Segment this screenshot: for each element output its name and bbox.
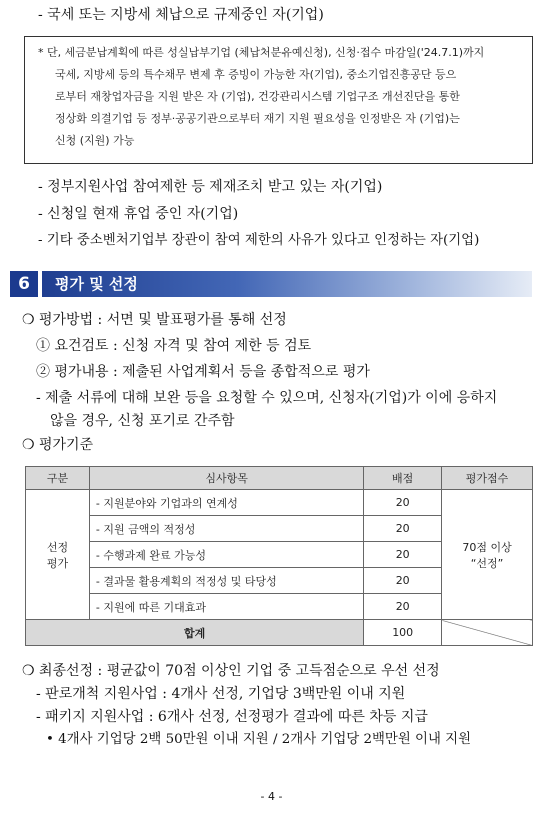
note-line-2: 국세, 지방세 등의 특수채무 변제 후 증빙이 가능한 자(기업), 중소기업진흥공단 등으 (55, 68, 457, 81)
threshold-cell (442, 490, 533, 620)
group-label-line-1: 선정 (46, 540, 69, 554)
criteria-points: 20 (364, 568, 442, 594)
header-points: 배점 (364, 467, 442, 490)
note-line-3: 로부터 재창업자금을 지원 받은 자 (기업), 건강관리시스템 기업구조 개선진단을 통한 (55, 90, 460, 103)
total-points: 100 (364, 620, 442, 646)
section-title: 평가 및 선정 (55, 275, 138, 293)
threshold-line-1: 70점 이상 (462, 540, 512, 554)
method-sub-1: ① 요건검토 : 신청 자격 및 참여 제한 등 검토 (36, 338, 312, 354)
criteria-table (25, 466, 533, 646)
criteria-item: - 지원 금액의 적정성 (89, 516, 363, 542)
header-score: 평가점수 (442, 467, 533, 490)
diagonal-cell (442, 620, 533, 646)
final-line-3: - 패키지 지원사업 : 6개사 선정, 선정평가 결과에 따른 차등 지급 (36, 709, 428, 725)
criteria-points: 20 (364, 542, 442, 568)
list-item: - 기타 중소벤처기업부 장관이 참여 제한의 사유가 있다고 인정하는 자(기업) (38, 233, 480, 248)
criteria-heading: ❍ 평가기준 (22, 437, 94, 453)
note-line-5: 신청 (지원) 가능 (55, 134, 135, 147)
table-header-row (26, 467, 533, 490)
total-row (26, 620, 533, 646)
list-item: - 신청일 현재 휴업 중인 자(기업) (38, 206, 239, 222)
page-number: - 4 - (260, 790, 283, 803)
criteria-item: - 지원분야와 기업과의 연계성 (89, 490, 363, 516)
criteria-item: - 결과물 활용계획의 적정성 및 타당성 (89, 568, 363, 594)
group-label (26, 490, 90, 620)
method-note-1: - 제출 서류에 대해 보완 등을 요청할 수 있으며, 신청자(기업)가 이에 응하지 (36, 390, 498, 406)
note-line-1: * 단, 세금분납계획에 따른 성실납부기업 (체납처분유예신청), 신청·접수 마감일('24.7.1)까지 (38, 46, 485, 59)
criteria-item: - 수행과제 완료 가능성 (89, 542, 363, 568)
section-number: 6 (10, 271, 38, 297)
header-category: 구분 (26, 467, 90, 490)
threshold-line-2: “선정” (470, 556, 504, 570)
total-label: 합계 (26, 620, 364, 646)
final-line-4: • 4개사 기업당 2백 50만원 이내 지원 / 2개사 기업당 2백만원 이내 지원 (46, 732, 472, 747)
top-item: - 국세 또는 지방세 체납으로 규제중인 자(기업) (38, 7, 324, 23)
criteria-item: - 지원에 따른 기대효과 (89, 594, 363, 620)
list-item: - 정부지원사업 참여제한 등 제재조치 받고 있는 자(기업) (38, 179, 383, 195)
method-note-2: 않을 경우, 신청 포기로 간주함 (50, 413, 235, 429)
final-line-1: ❍ 최종선정 : 평균값이 70점 이상인 기업 중 고득점순으로 우선 선정 (22, 663, 440, 679)
header-item: 심사항목 (89, 467, 363, 490)
criteria-points: 20 (364, 490, 442, 516)
criteria-points: 20 (364, 516, 442, 542)
note-line-4: 정상화 의결기업 등 정부·공공기관으로부터 재기 지원 필요성을 인정받은 자 (기업)는 (55, 112, 460, 125)
final-line-2: - 판로개척 지원사업 : 4개사 선정, 기업당 3백만원 이내 지원 (36, 686, 406, 702)
criteria-points: 20 (364, 594, 442, 620)
group-label-line-2: 평가 (46, 556, 69, 570)
method-sub-2: ② 평가내용 : 제출된 사업계획서 등을 종합적으로 평가 (36, 364, 370, 380)
table-row (26, 490, 533, 516)
method-heading: ❍ 평가방법 : 서면 및 발표평가를 통해 선정 (22, 312, 287, 328)
